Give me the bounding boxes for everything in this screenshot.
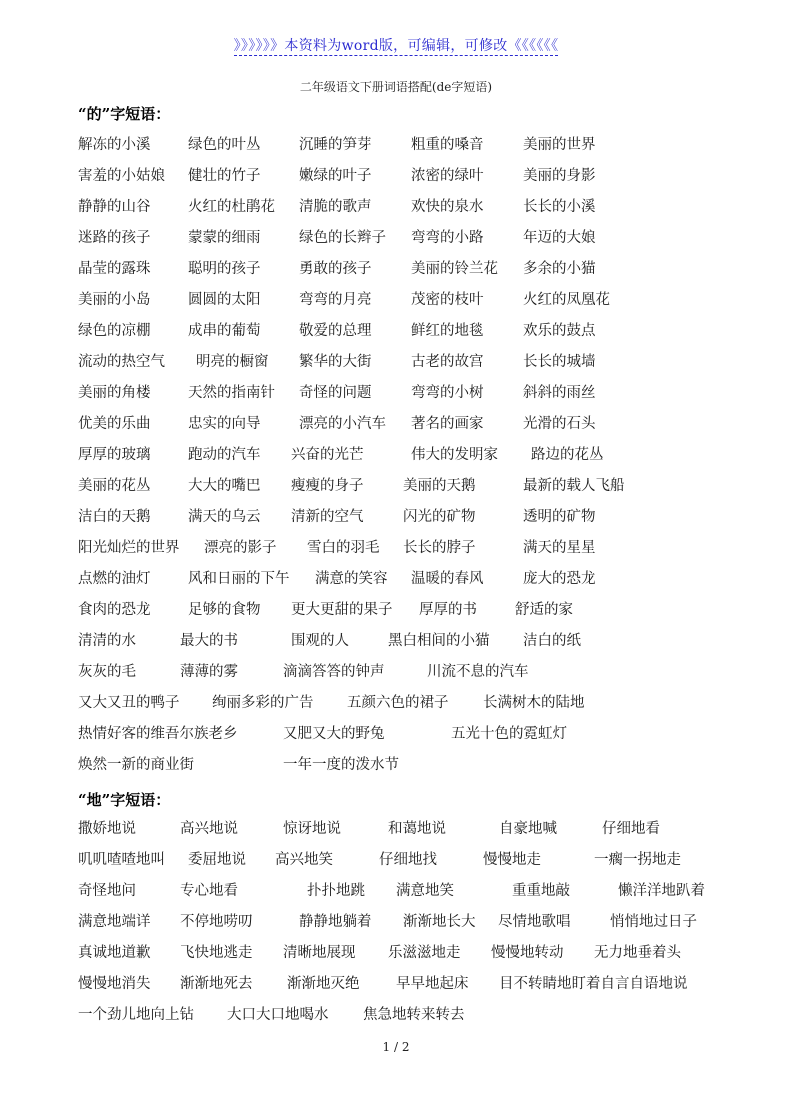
header-text: 》》》》》》本资料为word版，可编辑，可修改《《《《《《: [233, 38, 559, 54]
de-phrase: 斜斜的雨丝: [523, 385, 596, 401]
de-row: [0, 227, 792, 249]
de-phrase: 透明的矿物: [523, 509, 596, 525]
de-phrase: 满天的乌云: [188, 509, 261, 525]
de-phrase: 美丽的铃兰花: [411, 261, 498, 277]
di-row: [0, 942, 792, 964]
di-phrase: 惊讶地说: [283, 821, 341, 837]
de-phrase: 忠实的向导: [188, 416, 261, 432]
de-phrase: 点燃的油灯: [78, 571, 151, 587]
de-row: [0, 568, 792, 590]
de-phrase: 美丽的花丛: [78, 478, 151, 494]
de-phrase: 绿色的叶丛: [188, 137, 261, 153]
de-phrase: 圆圆的太阳: [188, 292, 261, 308]
de-phrase: 长长的脖子: [403, 540, 476, 556]
de-phrase: 晶莹的露珠: [78, 261, 151, 277]
de-row: [0, 599, 792, 621]
de-phrase: 解冻的小溪: [78, 137, 151, 153]
de-phrase: 健壮的竹子: [188, 168, 261, 184]
di-section-heading: “地”字短语：: [78, 791, 171, 809]
de-phrase: 伟大的发明家: [411, 447, 498, 463]
di-phrase: 一个劲儿地向上钻: [78, 1007, 194, 1023]
di-phrase: 专心地看: [180, 883, 238, 899]
di-phrase: 飞快地逃走: [180, 945, 253, 961]
de-phrase: 流动的热空气: [78, 354, 165, 370]
di-phrase: 高兴地说: [180, 821, 238, 837]
de-phrase: 弯弯的小树: [411, 385, 484, 401]
de-phrase: 火红的凤凰花: [523, 292, 610, 308]
page-number: 1 / 2: [382, 1040, 410, 1054]
de-phrase: 热情好客的维吾尔族老乡: [78, 726, 238, 742]
de-phrase: 清新的空气: [291, 509, 364, 525]
di-phrase: 委屈地说: [188, 852, 246, 868]
di-phrase: 仔细地找: [379, 852, 437, 868]
di-phrase: 自豪地喊: [499, 821, 557, 837]
de-phrase: 明亮的橱窗: [196, 354, 269, 370]
di-phrase: 清晰地展现: [283, 945, 356, 961]
de-phrase: 奇怪的问题: [299, 385, 372, 401]
de-phrase: 最大的书: [180, 633, 238, 649]
de-phrase: 路边的花丛: [531, 447, 604, 463]
di-row: [0, 973, 792, 995]
de-phrase: 庞大的恐龙: [523, 571, 596, 587]
de-phrase: 欢乐的鼓点: [523, 323, 596, 339]
de-phrase: 聪明的孩子: [188, 261, 261, 277]
de-phrase: 更大更甜的果子: [291, 602, 393, 618]
di-row: [0, 880, 792, 902]
de-phrase: 又大又丑的鸭子: [78, 695, 180, 711]
di-phrase: 扑扑地跳: [307, 883, 365, 899]
di-row: [0, 849, 792, 871]
de-phrase: 天然的指南针: [188, 385, 275, 401]
de-row: [0, 630, 792, 652]
de-phrase: 迷路的孩子: [78, 230, 151, 246]
de-phrase: 多余的小猫: [523, 261, 596, 277]
di-phrase: 无力地垂着头: [594, 945, 681, 961]
de-phrase: 风和日丽的下午: [188, 571, 290, 587]
de-row: [0, 506, 792, 528]
di-phrase: 慢慢地消失: [78, 976, 151, 992]
di-phrase: 和蔼地说: [388, 821, 446, 837]
di-phrase: 重重地敲: [512, 883, 570, 899]
de-phrase: 繁华的大街: [299, 354, 372, 370]
de-phrase: 厚厚的书: [419, 602, 477, 618]
di-phrase: 尽情地歌唱: [498, 914, 571, 930]
de-phrase: 围观的人: [291, 633, 349, 649]
di-phrase: 高兴地笑: [275, 852, 333, 868]
de-row: [0, 351, 792, 373]
di-phrase: 仔细地看: [602, 821, 660, 837]
de-phrase: 沉睡的笋芽: [299, 137, 372, 153]
de-phrase: 足够的食物: [188, 602, 261, 618]
de-phrase: 光滑的石头: [523, 416, 596, 432]
de-phrase: 漂亮的小汽车: [299, 416, 386, 432]
di-phrase: 不停地唠叨: [180, 914, 253, 930]
de-row: [0, 475, 792, 497]
de-phrase: 古老的故宫: [411, 354, 484, 370]
de-row: [0, 537, 792, 559]
de-phrase: 清脆的歌声: [299, 199, 372, 215]
de-phrase: 跑动的汽车: [188, 447, 261, 463]
de-row: [0, 754, 792, 776]
de-row: [0, 382, 792, 404]
de-phrase: 厚厚的玻璃: [78, 447, 151, 463]
de-row: [0, 692, 792, 714]
de-phrase: 兴奋的光芒: [291, 447, 364, 463]
de-phrase: 又肥又大的野兔: [283, 726, 385, 742]
di-phrase: 渐渐地灭绝: [287, 976, 360, 992]
di-phrase: 满意地笑: [396, 883, 454, 899]
de-phrase: 弯弯的小路: [411, 230, 484, 246]
di-phrase: 早早地起床: [396, 976, 469, 992]
de-phrase: 绿色的凉棚: [78, 323, 151, 339]
de-phrase: 五光十色的霓虹灯: [451, 726, 567, 742]
de-row: [0, 723, 792, 745]
de-row: [0, 661, 792, 683]
di-phrase: 叽叽喳喳地叫: [78, 852, 165, 868]
de-phrase: 粗重的嗓音: [411, 137, 484, 153]
de-phrase: 满天的星星: [523, 540, 596, 556]
de-phrase: 勇敢的孩子: [299, 261, 372, 277]
de-phrase: 食肉的恐龙: [78, 602, 151, 618]
di-phrase: 一瘸一拐地走: [594, 852, 681, 868]
de-phrase: 害羞的小姑娘: [78, 168, 165, 184]
di-row: [0, 911, 792, 933]
di-phrase: 大口大口地喝水: [227, 1007, 329, 1023]
de-row: [0, 196, 792, 218]
di-phrase: 撒娇地说: [78, 821, 136, 837]
di-phrase: 悄悄地过日子: [610, 914, 697, 930]
de-row: [0, 258, 792, 280]
di-phrase: 渐渐地死去: [180, 976, 253, 992]
de-phrase: 闪光的矿物: [403, 509, 476, 525]
de-phrase: 五颜六色的裙子: [347, 695, 449, 711]
de-phrase: 长长的小溪: [523, 199, 596, 215]
di-phrase: 焦急地转来转去: [363, 1007, 465, 1023]
de-phrase: 弯弯的月亮: [299, 292, 372, 308]
de-phrase: 一年一度的泼水节: [283, 757, 399, 773]
de-phrase: 蒙蒙的细雨: [188, 230, 261, 246]
di-row: [0, 818, 792, 840]
de-phrase: 嫩绿的叶子: [299, 168, 372, 184]
document-title: 二年级语文下册词语搭配(de字短语): [299, 80, 493, 94]
de-phrase: 美丽的小岛: [78, 292, 151, 308]
de-section-heading: “的”字短语：: [78, 105, 171, 123]
di-phrase: 渐渐地长大: [403, 914, 476, 930]
de-phrase: 优美的乐曲: [78, 416, 151, 432]
di-phrase: 满意地端详: [78, 914, 151, 930]
de-phrase: 浓密的绿叶: [411, 168, 484, 184]
di-phrase: 目不转睛地盯着自言自语地说: [499, 976, 688, 992]
de-phrase: 满意的笑容: [315, 571, 388, 587]
de-phrase: 绚丽多彩的广告: [212, 695, 314, 711]
de-phrase: 阳光灿烂的世界: [78, 540, 180, 556]
de-phrase: 静静的山谷: [78, 199, 151, 215]
di-phrase: 奇怪地问: [78, 883, 136, 899]
de-phrase: 美丽的天鹅: [403, 478, 476, 494]
di-row: [0, 1004, 792, 1026]
de-phrase: 焕然一新的商业街: [78, 757, 194, 773]
de-phrase: 大大的嘴巴: [188, 478, 261, 494]
de-phrase: 火红的杜鹃花: [188, 199, 275, 215]
de-row: [0, 413, 792, 435]
de-row: [0, 320, 792, 342]
de-phrase: 最新的载人飞船: [523, 478, 625, 494]
di-phrase: 慢慢地走: [483, 852, 541, 868]
de-phrase: 舒适的家: [515, 602, 573, 618]
de-phrase: 温暖的春风: [411, 571, 484, 587]
de-phrase: 年迈的大娘: [523, 230, 596, 246]
de-phrase: 清清的水: [78, 633, 136, 649]
de-phrase: 绿色的长辫子: [299, 230, 386, 246]
de-phrase: 成串的葡萄: [188, 323, 261, 339]
page-header: [0, 35, 792, 55]
de-phrase: 美丽的角楼: [78, 385, 151, 401]
di-phrase: 静静地躺着: [299, 914, 372, 930]
de-phrase: 茂密的枝叶: [411, 292, 484, 308]
de-phrase: 薄薄的雾: [180, 664, 238, 680]
di-phrase: 慢慢地转动: [491, 945, 564, 961]
de-phrase: 灰灰的毛: [78, 664, 136, 680]
di-phrase: 真诚地道歉: [78, 945, 151, 961]
de-phrase: 雪白的羽毛: [307, 540, 380, 556]
de-row: [0, 134, 792, 156]
de-phrase: 黑白相间的小猫: [388, 633, 490, 649]
de-phrase: 鲜红的地毯: [411, 323, 484, 339]
de-phrase: 美丽的身影: [523, 168, 596, 184]
de-phrase: 瘦瘦的身子: [291, 478, 364, 494]
de-row: [0, 289, 792, 311]
de-phrase: 滴滴答答的钟声: [283, 664, 385, 680]
de-row: [0, 165, 792, 187]
de-phrase: 长长的城墙: [523, 354, 596, 370]
de-phrase: 著名的画家: [411, 416, 484, 432]
de-phrase: 长满树木的陆地: [483, 695, 585, 711]
di-phrase: 懒洋洋地趴着: [618, 883, 705, 899]
de-phrase: 欢快的泉水: [411, 199, 484, 215]
di-phrase: 乐滋滋地走: [388, 945, 461, 961]
de-phrase: 洁白的纸: [523, 633, 581, 649]
de-phrase: 敬爱的总理: [299, 323, 372, 339]
de-row: [0, 444, 792, 466]
de-phrase: 川流不息的汽车: [427, 664, 529, 680]
de-phrase: 美丽的世界: [523, 137, 596, 153]
de-phrase: 洁白的天鹅: [78, 509, 151, 525]
de-phrase: 漂亮的影子: [204, 540, 277, 556]
